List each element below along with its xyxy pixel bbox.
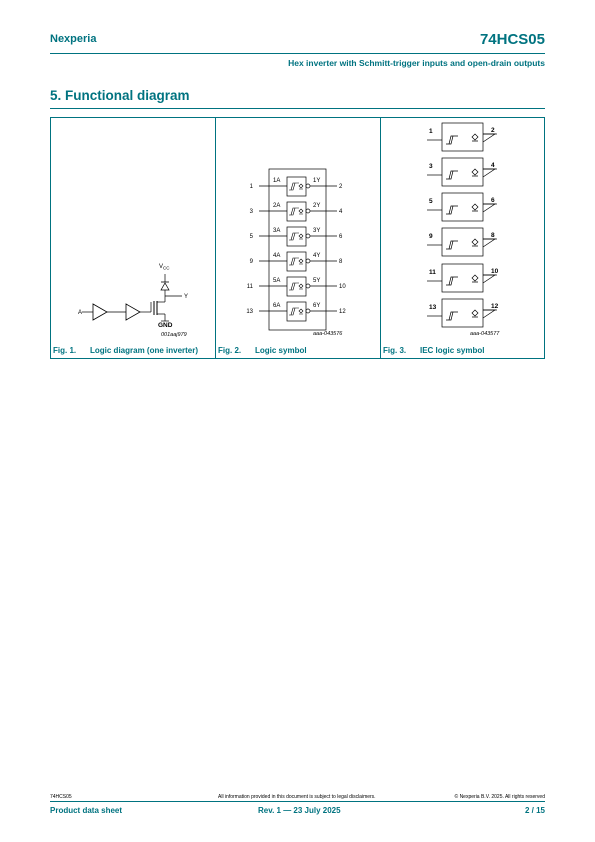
- input-pin-label: 6A: [273, 303, 281, 309]
- iec-gate-box: [442, 264, 483, 292]
- figure-2-cell: [216, 118, 381, 358]
- output-pin-label: 4Y: [313, 253, 321, 259]
- header-rule: [50, 53, 545, 54]
- brand-name: Nexperia: [50, 33, 97, 45]
- figure-2-number: Fig. 2.: [218, 346, 242, 355]
- buffer-triangle-1: [93, 304, 107, 320]
- negation-indicator: [483, 239, 495, 247]
- output-pin-number: 2: [491, 127, 495, 134]
- inversion-bubble: [306, 184, 310, 188]
- figure-1-caption-text: Logic diagram (one inverter): [90, 346, 199, 355]
- output-pin-label: 2Y: [313, 203, 321, 209]
- inversion-bubble: [306, 284, 310, 288]
- logic-diagram-one-inverter: [51, 118, 216, 360]
- gate-box: [287, 227, 306, 246]
- inversion-bubble: [306, 209, 310, 213]
- output-pin-label: 1Y: [313, 178, 321, 184]
- input-pin-label: 1A: [273, 178, 281, 184]
- negation-indicator: [483, 169, 495, 177]
- output-pin-number: 12: [339, 309, 346, 315]
- input-pin-number: 5: [429, 198, 433, 205]
- output-pin-label: 5Y: [313, 278, 321, 284]
- input-pin-number: 1: [429, 128, 433, 135]
- part-number: 74HCS05: [479, 31, 545, 48]
- iec-logic-symbol: [381, 118, 545, 360]
- figure-table: [50, 117, 545, 359]
- figure-2-caption: [218, 346, 307, 355]
- negation-indicator: [483, 134, 495, 142]
- input-pin-number: 3: [429, 163, 433, 170]
- gate-box: [287, 202, 306, 221]
- footer-page-number: 2 / 15: [524, 806, 545, 815]
- iec-gate-box: [442, 299, 483, 327]
- output-pin-number: 6: [339, 234, 343, 240]
- output-pin-number: 4: [339, 209, 343, 215]
- gnd-label: GND: [158, 322, 173, 329]
- vcc-label: $V_{CC}$: [159, 264, 170, 271]
- input-a-label: A: [78, 310, 83, 316]
- figure-1-cell: [51, 118, 216, 358]
- output-pin-number: 12: [491, 303, 499, 310]
- logic-symbol: [216, 118, 381, 360]
- negation-indicator: [483, 310, 495, 318]
- output-pin-label: 6Y: [313, 303, 321, 309]
- output-pin-number: 10: [491, 268, 499, 275]
- input-pin-label: 3A: [273, 228, 281, 234]
- document-subtitle: Hex inverter with Schmitt-trigger inputs and open-drain outputs: [288, 58, 545, 68]
- footer-revision: Rev. 1 — 23 July 2025: [258, 806, 341, 815]
- iec-gate-box: [442, 193, 483, 221]
- gate-box: [287, 252, 306, 271]
- footer-doc-type: Product data sheet: [50, 806, 123, 815]
- input-pin-number: 11: [246, 284, 253, 290]
- figure-3-number: Fig. 3.: [383, 346, 407, 355]
- input-pin-number: 3: [249, 209, 253, 215]
- output-pin-number: 2: [339, 184, 343, 190]
- input-pin-number: 13: [429, 304, 437, 311]
- output-pin-number: 4: [491, 162, 495, 169]
- figure-3-ref: aaa-043577: [470, 331, 500, 337]
- input-pin-label: 4A: [273, 253, 281, 259]
- output-pin-number: 8: [339, 259, 343, 265]
- negation-indicator: [483, 204, 495, 212]
- negation-indicator: [483, 275, 495, 283]
- output-pin-label: 3Y: [313, 228, 321, 234]
- buffer-triangle-2: [126, 304, 140, 320]
- input-pin-number: 11: [429, 269, 436, 276]
- output-pin-number: 6: [491, 197, 495, 204]
- footer-copyright: © Nexperia B.V. 2025. All rights reserved: [454, 794, 545, 800]
- input-pin-number: 9: [429, 233, 433, 240]
- footer-doc-id: 74HCS05: [50, 794, 72, 800]
- input-pin-number: 9: [249, 259, 253, 265]
- footer-disclaimer: All information provided in this document is subject to legal disclaimers.: [218, 794, 376, 800]
- inversion-bubble: [306, 259, 310, 263]
- gate-box: [287, 277, 306, 296]
- iec-gate-box: [442, 123, 483, 151]
- gate-box: [287, 302, 306, 321]
- iec-gate-box: [442, 158, 483, 186]
- output-pin-number: 10: [339, 284, 346, 290]
- input-pin-number: 13: [246, 309, 253, 315]
- section-title: 5. Functional diagram: [50, 88, 190, 103]
- inversion-bubble: [306, 309, 310, 313]
- section-rule: [50, 108, 545, 109]
- figure-3-cell: [381, 118, 545, 358]
- input-pin-label: 2A: [273, 203, 281, 209]
- footer-rule: [50, 801, 545, 802]
- output-y-label: Y: [184, 294, 189, 300]
- figure-3-caption-text: IEC logic symbol: [420, 346, 485, 355]
- figure-1-ref: 001aaj979: [161, 332, 187, 338]
- gate-box: [287, 177, 306, 196]
- figure-1-caption: [53, 346, 198, 355]
- figure-2-ref: aaa-043576: [313, 331, 343, 337]
- figure-3-caption: [383, 346, 484, 355]
- clamp-diode: [161, 283, 169, 290]
- figure-1-number: Fig. 1.: [53, 346, 77, 355]
- inversion-bubble: [306, 234, 310, 238]
- input-pin-number: 5: [249, 234, 253, 240]
- iec-gate-box: [442, 228, 483, 256]
- figure-2-caption-text: Logic symbol: [255, 346, 307, 355]
- input-pin-number: 1: [249, 184, 253, 190]
- input-pin-label: 5A: [273, 278, 281, 284]
- output-pin-number: 8: [491, 232, 495, 239]
